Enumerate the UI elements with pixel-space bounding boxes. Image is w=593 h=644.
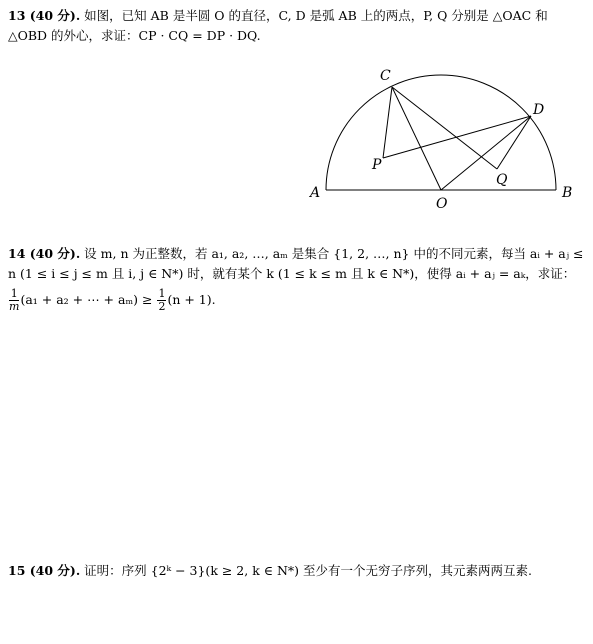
point-label-o: O (436, 196, 448, 212)
segment-cp (383, 87, 392, 158)
fraction-numerator: 1 (158, 287, 166, 300)
problem-13-line-2: △OBD 的外心，求证：CP · CQ = DP · DQ. (8, 28, 261, 43)
problem-15-text-1: 证明：序列 {2ᵏ − 3}(k ≥ 2, k ∈ N*) 至少有一个无穷子序列，其元素两两互素. (84, 563, 532, 578)
fraction-1-over-2 (157, 288, 166, 313)
segment-pd (383, 116, 531, 158)
formula-middle: (a₁ + a₂ + ⋯ + aₘ) ≥ (20, 292, 153, 307)
segment-od (441, 116, 531, 190)
fraction-denominator: 2 (158, 300, 166, 313)
problem-13-label: 13 (40 分). (8, 8, 81, 23)
problem-14-text-1: 设 m, n 为正整数，若 a₁, a₂, …, aₘ 是集合 {1, 2, …, n} 中的不同元素，每当 aᵢ + aⱼ ≤ (84, 246, 584, 261)
problem-14 (8, 244, 586, 313)
problem-14-line-1 (8, 244, 586, 264)
geometry-figure (300, 62, 580, 212)
problem-13-text-1: 如图，已知 AB 是半圆 O 的直径，C, D 是弧 AB 上的两点，P, Q 分别是 △OAC 和 (84, 8, 548, 23)
segment-cq (392, 87, 497, 169)
problem-13-line-1 (8, 6, 586, 26)
point-label-b: B (562, 185, 573, 201)
formula-end: (n + 1). (167, 292, 216, 307)
point-label-p: P (372, 157, 382, 173)
point-label-a: A (310, 185, 321, 201)
fraction-1-over-m (9, 288, 19, 313)
problem-14-line-2: n (1 ≤ i ≤ j ≤ m 且 i, j ∈ N*) 时，就有某个 k (1 ≤ k ≤ m 且 k ∈ N*)，使得 aᵢ + aⱼ = aₖ，求证： (8, 266, 576, 281)
fraction-denominator: m (9, 300, 20, 313)
problem-14-label: 14 (40 分). (8, 246, 81, 261)
point-label-d: D (533, 102, 545, 118)
semicircle-arc (326, 75, 556, 190)
problem-15-line-1 (8, 561, 586, 581)
problem-15 (8, 561, 586, 581)
point-label-c: C (380, 68, 391, 84)
problem-15-label: 15 (40 分). (8, 563, 81, 578)
point-label-q: Q (496, 172, 508, 188)
problem-13 (8, 6, 586, 46)
segment-oc (392, 87, 441, 190)
problem-14-formula (8, 288, 586, 313)
fraction-numerator: 1 (10, 287, 18, 300)
